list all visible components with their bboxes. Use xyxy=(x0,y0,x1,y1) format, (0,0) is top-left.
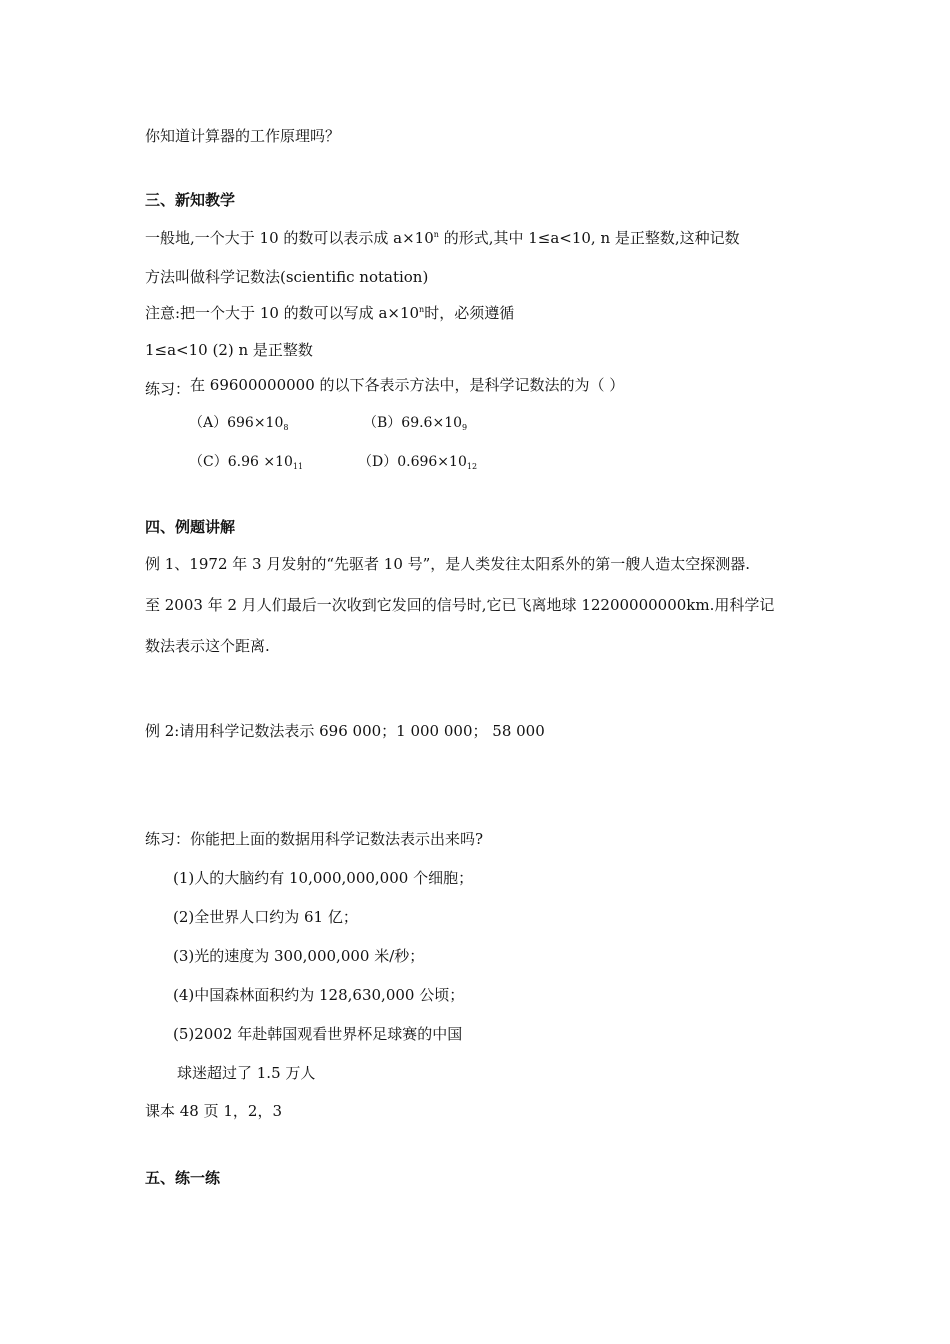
list-item: (4)中国森林面积约为 128,630,000 公顷； xyxy=(173,986,465,1004)
practice-question: 在 69600000000 的以下各表示方法中，是科学记数法的为（ ） xyxy=(190,376,625,394)
note-a: 注意:把一个大于 10 的数可以写成 a×10 xyxy=(145,304,420,322)
definition-line-1-a: 一般地,一个大于 10 的数可以表示成 a×10 xyxy=(145,229,434,247)
definition-line-1-b: 的形式,其中 1≤a<10, n 是正整数,这种记数 xyxy=(438,229,740,247)
option-d xyxy=(358,453,477,473)
definition-line-2: 方法叫做科学记数法(scientific notation) xyxy=(145,268,429,286)
option-b xyxy=(363,414,467,434)
section-heading-examples: 四、例题讲解 xyxy=(145,518,236,536)
list-item: (5)2002 年赴韩国观看世界杯足球赛的中国 xyxy=(173,1025,463,1043)
note-exponent: n xyxy=(419,305,425,314)
option-c xyxy=(189,453,303,473)
section-heading-new-knowledge: 三、新知教学 xyxy=(145,191,236,209)
list-item: (1)人的大脑约有 10,000,000,000 个细胞； xyxy=(173,869,474,887)
list-item-continuation: 球迷超过了 1.5 万人 xyxy=(177,1064,316,1082)
example-2: 例 2:请用科学记数法表示 696 000；1 000 000； 58 000 xyxy=(145,722,545,740)
option-b-label: （B）69.6×10 xyxy=(363,415,463,431)
example-1-line-2: 至 2003 年 2 月人们最后一次收到它发回的信号时,它已飞离地球 12200000000km.用科学记 xyxy=(145,596,775,614)
option-a-label: （A）696×10 xyxy=(189,415,284,431)
practice-intro: 练习：你能把上面的数据用科学记数法表示出来吗? xyxy=(145,830,484,848)
option-a-exponent: 8 xyxy=(283,423,289,432)
practice-line xyxy=(145,376,625,398)
example-1-line-3: 数法表示这个距离. xyxy=(145,637,270,655)
list-item: (3)光的速度为 300,000,000 米/秒； xyxy=(173,947,425,965)
note-line xyxy=(145,304,514,322)
definition-exponent: n xyxy=(433,230,439,239)
section-heading-practice: 五、练一练 xyxy=(145,1169,221,1187)
definition-line-1 xyxy=(145,229,740,247)
conditions-line: 1≤a<10 (2) n 是正整数 xyxy=(145,341,313,359)
option-a xyxy=(189,414,288,434)
textbook-reference: 课本 48 页 1，2，3 xyxy=(145,1102,283,1120)
option-d-label: （D）0.696×10 xyxy=(358,454,467,470)
list-item: (2)全世界人口约为 61 亿； xyxy=(173,908,358,926)
practice-label: 练习： xyxy=(145,380,191,398)
option-b-exponent: 9 xyxy=(462,423,468,432)
option-c-label: （C）6.96 ×10 xyxy=(189,454,293,470)
option-c-exponent: 11 xyxy=(292,462,304,471)
option-d-exponent: 12 xyxy=(466,462,478,471)
note-b: 时，必须遵循 xyxy=(424,304,515,322)
example-1-line-1: 例 1、1972 年 3 月发射的“先驱者 10 号”，是人类发往太阳系外的第一艘人造太空探测器. xyxy=(145,555,751,573)
intro-question: 你知道计算器的工作原理吗？ xyxy=(145,127,341,145)
